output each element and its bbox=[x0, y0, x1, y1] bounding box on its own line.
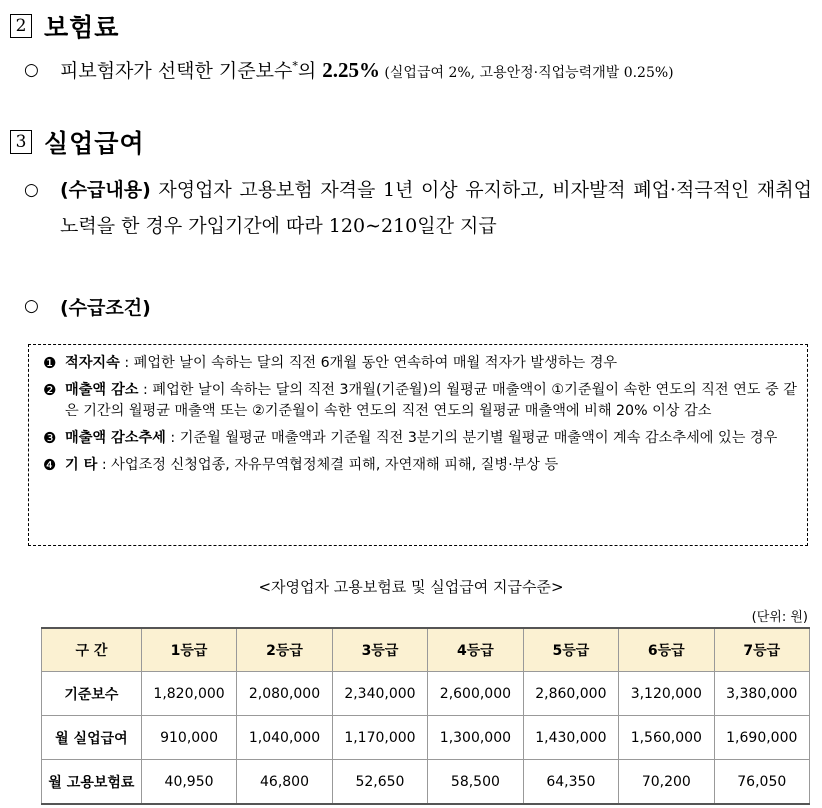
table-cell: 1,040,000 bbox=[237, 716, 332, 760]
row-header: 기준보수 bbox=[42, 672, 142, 716]
table-cell: 70,200 bbox=[619, 760, 714, 805]
condition-item bbox=[43, 353, 797, 374]
condition-item bbox=[43, 380, 797, 422]
table-cell: 1,300,000 bbox=[428, 716, 523, 760]
table-header-row bbox=[42, 628, 810, 672]
table-cell: 1,560,000 bbox=[619, 716, 714, 760]
column-header: 7등급 bbox=[714, 628, 809, 672]
benefit-level-table bbox=[41, 627, 810, 805]
table-row bbox=[42, 672, 810, 716]
table-row bbox=[42, 760, 810, 805]
table-row bbox=[42, 716, 810, 760]
table-cell: 76,050 bbox=[714, 760, 809, 805]
item-number-icon: ❶ bbox=[43, 354, 57, 372]
condition-item bbox=[43, 428, 797, 449]
conditions-box bbox=[28, 344, 808, 546]
section-title: 실업급여 bbox=[44, 129, 145, 158]
table-cell: 40,950 bbox=[141, 760, 236, 805]
table-cell: 1,170,000 bbox=[332, 716, 427, 760]
column-header: 3등급 bbox=[332, 628, 427, 672]
benefit-label: (수급내용) bbox=[60, 179, 151, 201]
column-header: 1등급 bbox=[141, 628, 236, 672]
premium-line bbox=[60, 56, 674, 83]
column-header: 6등급 bbox=[619, 628, 714, 672]
conditions-label: (수급조건) bbox=[60, 297, 151, 319]
bullet-circle: ○ bbox=[24, 180, 39, 200]
table-unit: (단위: 원) bbox=[751, 610, 808, 625]
table-cell: 1,690,000 bbox=[714, 716, 809, 760]
table-cell: 58,500 bbox=[428, 760, 523, 805]
table-cell: 64,350 bbox=[523, 760, 618, 805]
section-heading-premium bbox=[10, 8, 119, 44]
item-number-icon: ❸ bbox=[43, 429, 57, 447]
row-header: 월 실업급여 bbox=[42, 716, 142, 760]
benefit-text: 자영업자 고용보험 자격을 1년 이상 유지하고, 비자발적 폐업·적극적인 재취업 노력을 한 경우 가입기간에 따라 120∼210일간 지급 bbox=[60, 179, 812, 237]
table-cell: 2,600,000 bbox=[428, 672, 523, 716]
condition-item bbox=[43, 455, 797, 476]
column-header: 2등급 bbox=[237, 628, 332, 672]
table-cell: 52,650 bbox=[332, 760, 427, 805]
table-cell: 3,120,000 bbox=[619, 672, 714, 716]
bullet-circle: ○ bbox=[24, 60, 39, 80]
section-number: 3 bbox=[10, 130, 32, 154]
item-head: 적자지속 bbox=[65, 355, 120, 371]
table-cell: 1,820,000 bbox=[141, 672, 236, 716]
item-head: 기 타 bbox=[65, 457, 98, 473]
item-head: 매출액 감소 bbox=[65, 382, 139, 398]
section-number: 2 bbox=[10, 14, 32, 38]
premium-suffix: 의 bbox=[297, 60, 323, 82]
premium-text: 피보험자가 선택한 기준보수 bbox=[60, 60, 293, 82]
footnote-star: * bbox=[292, 59, 298, 73]
conditions-label-line bbox=[60, 290, 812, 326]
column-header: 5등급 bbox=[523, 628, 618, 672]
item-body: : 폐업한 날이 속하는 달의 직전 6개월 동안 연속하여 매월 적자가 발생하는 경우 bbox=[119, 355, 618, 371]
section-title: 보험료 bbox=[44, 13, 120, 42]
table-caption: <자영업자 고용보험료 및 실업급여 지급수준> bbox=[258, 578, 564, 596]
section-heading-benefit bbox=[10, 124, 145, 160]
table-cell: 2,080,000 bbox=[237, 672, 332, 716]
premium-rate: 2.25% bbox=[322, 58, 380, 82]
table-cell: 1,430,000 bbox=[523, 716, 618, 760]
item-body: : 기준월 월평균 매출액과 기준월 직전 3분기의 분기별 월평균 매출액이 계속 감소추세에 있는 경우 bbox=[165, 430, 778, 446]
table-cell: 3,380,000 bbox=[714, 672, 809, 716]
bullet-circle: ○ bbox=[24, 296, 39, 316]
premium-note: (실업급여 2%, 고용안정·직업능력개발 0.25%) bbox=[379, 65, 674, 81]
item-head: 매출액 감소추세 bbox=[65, 430, 166, 446]
table-cell: 46,800 bbox=[237, 760, 332, 805]
table-cell: 2,340,000 bbox=[332, 672, 427, 716]
item-body: : 사업조정 신청업종, 자유무역협정체결 피해, 자연재해 피해, 질병·부상 등 bbox=[97, 457, 559, 473]
item-number-icon: ❷ bbox=[43, 381, 57, 399]
column-header: 4등급 bbox=[428, 628, 523, 672]
item-body: : 폐업한 날이 속하는 달의 직전 3개월(기준월)의 월평균 매출액이 ①기준월이 속한 연도의 직전 연도 중 같은 기간의 월평균 매출액 또는 ②기준월이 속한 연도의 직전 연도의 월평균 매출액에 비해 20% 이상 감소 bbox=[65, 382, 797, 419]
row-header: 월 고용보험료 bbox=[42, 760, 142, 805]
item-number-icon: ❹ bbox=[43, 456, 57, 474]
table-cell: 2,860,000 bbox=[523, 672, 618, 716]
benefit-paragraph bbox=[60, 172, 812, 244]
table-cell: 910,000 bbox=[141, 716, 236, 760]
column-header: 구 간 bbox=[42, 628, 142, 672]
